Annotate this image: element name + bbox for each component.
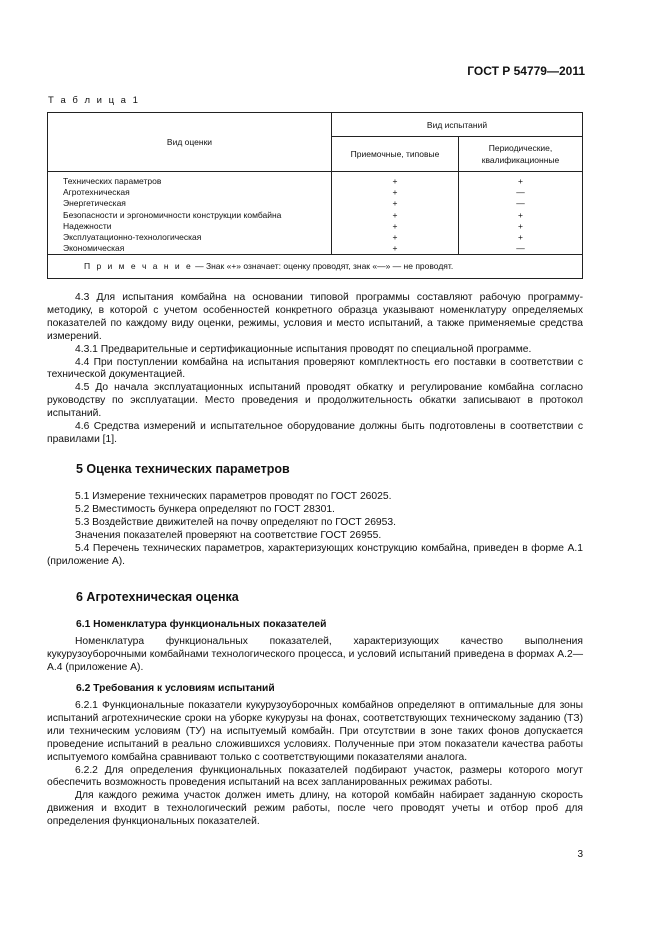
paragraph-6-2-1: 6.2.1 Функциональные показатели кукурузоуборочных комбайнов определяют в оптимальные для зоны испытаний агротехнические сроки на уборке кукурузы на фонах, соответствующих техническому заданию (ТЗ) или техническим условиям (ТУ) на испытуемый комбайн. При отсутствии в зоне таких фонов допускается проведение испытаний в реально сложившихся условиях. Полученные при этом показатели качества работы испытуемого комбайна сравнивают только с соответствующими показателями аналога. (47, 700, 583, 763)
paragraph-4-6: 4.6 Средства измерений и испытательное оборудование должны быть подготовлены в соответствии с правилами [1]. (47, 421, 583, 445)
table-mark: — (516, 187, 525, 198)
table-mark: + (518, 176, 523, 186)
table-note: П р и м е ч а н и е — Знак «+» означает: оценку проводят, знак «—» — не проводят. (48, 255, 583, 279)
paragraph-4-3: 4.3 Для испытания комбайна на основании типовой программы составляют рабочую программу-методику, в которой с учетом особенностей конкретного образца указывают номенклатуру определяемых показателей по каждому виду оценки, режимы, условия и место испытаний, а также применяемые средства измерений. (47, 292, 583, 342)
table-mark: — (516, 243, 525, 254)
periodic-marks-cell (459, 172, 583, 255)
paragraph-5-4: 5.4 Перечень технических параметров, характеризующих конструкцию комбайна, приведен в форме А.1 (приложение А). (47, 542, 583, 567)
table-row-name: Энергетическая (63, 198, 126, 209)
eval-names-cell (48, 172, 332, 255)
subsection-6-1-text (47, 636, 583, 675)
table-mark: + (392, 176, 398, 186)
table-row-name: Технических параметров (63, 176, 162, 186)
paragraph-5-3: 5.3 Воздействие движителей на почву определяют по ГОСТ 26953. (75, 516, 396, 528)
paragraph-5-2: 5.2 Вместимость бункера определяют по ГОСТ 28301. (75, 503, 335, 515)
section-4-text (47, 292, 583, 447)
table-row-name: Экономическая (63, 243, 125, 254)
paragraph-4-3-1: 4.3.1 Предварительные и сертификационные испытания проводят по специальной программе. (75, 343, 532, 355)
table-mark: + (392, 187, 398, 198)
table-mark: + (518, 209, 523, 220)
paragraph-6-2-2: 6.2.2 Для определения функциональных показателей подбирают участок, размеры которого могут обеспечить возможность проведения испытаний на всех запланированных режимах работы. (47, 764, 583, 789)
table-mark: — (516, 198, 525, 209)
acceptance-marks-cell (332, 172, 459, 255)
evaluation-table (47, 112, 583, 279)
table-mark: + (392, 232, 398, 243)
document-code: ГОСТ Р 54779—2011 (467, 64, 585, 78)
table-row-name: Эксплуатационно-технологическая (63, 232, 202, 243)
table-row-name: Безопасности и эргономичности конструкции комбайна (63, 209, 282, 220)
table-mark: + (392, 198, 398, 209)
header-eval-type: Вид оценки (48, 113, 332, 172)
paragraph-6-1: Номенклатура функциональных показателей, характеризующих качество выполнения кукурузоуборочными комбайнами технологического процесса, и условий испытаний приведена в формах А.2—А.4 (приложение А). (47, 636, 583, 673)
subsection-6-1-title: 6.1 Номенклатура функциональных показателей (76, 619, 327, 630)
table-row-name: Надежности (63, 220, 112, 231)
table-mark: + (518, 232, 523, 243)
subsection-6-2-title: 6.2 Требования к условиям испытаний (76, 683, 275, 694)
page-number: 3 (577, 849, 583, 860)
table-mark: + (392, 209, 398, 220)
paragraph-5-1: 5.1 Измерение технических параметров проводят по ГОСТ 26025. (75, 491, 392, 502)
paragraph-5-3b: Значения показателей проверяют на соответствие ГОСТ 26955. (75, 529, 382, 541)
table-mark: + (518, 220, 523, 231)
subsection-6-2-text (47, 700, 583, 829)
paragraph-6-2-2b: Для каждого режима участок должен иметь длину, на которой комбайн набирает заданную скорость движения и входит в технологический режим работы, после чего проводят учеты и отбор проб для определения функциональных показателей. (47, 790, 583, 828)
table-mark: + (392, 243, 398, 254)
header-periodic: Периодические, квалификационные (459, 137, 583, 172)
paragraph-4-5: 4.5 До начала эксплуатационных испытаний проводят обкатку и регулирование комбайна согласно руководству по эксплуатации. Место проведения и продолжительность обкатки записывают в протокол испытаний. (47, 382, 583, 420)
section-6-title: 6 Агротехническая оценка (76, 590, 239, 604)
section-5-title: 5 Оценка технических параметров (76, 462, 290, 476)
table-caption: Т а б л и ц а 1 (48, 95, 140, 106)
table-row-name: Агротехническая (63, 187, 130, 198)
header-test-type: Вид испытаний (332, 113, 583, 137)
table-mark: + (392, 220, 398, 231)
header-acceptance: Приемочные, типовые (332, 137, 459, 172)
section-5-text (47, 491, 583, 568)
paragraph-4-4: 4.4 При поступлении комбайна на испытания проверяют комплектность его поставки в соответствии с технической документацией. (47, 356, 583, 381)
